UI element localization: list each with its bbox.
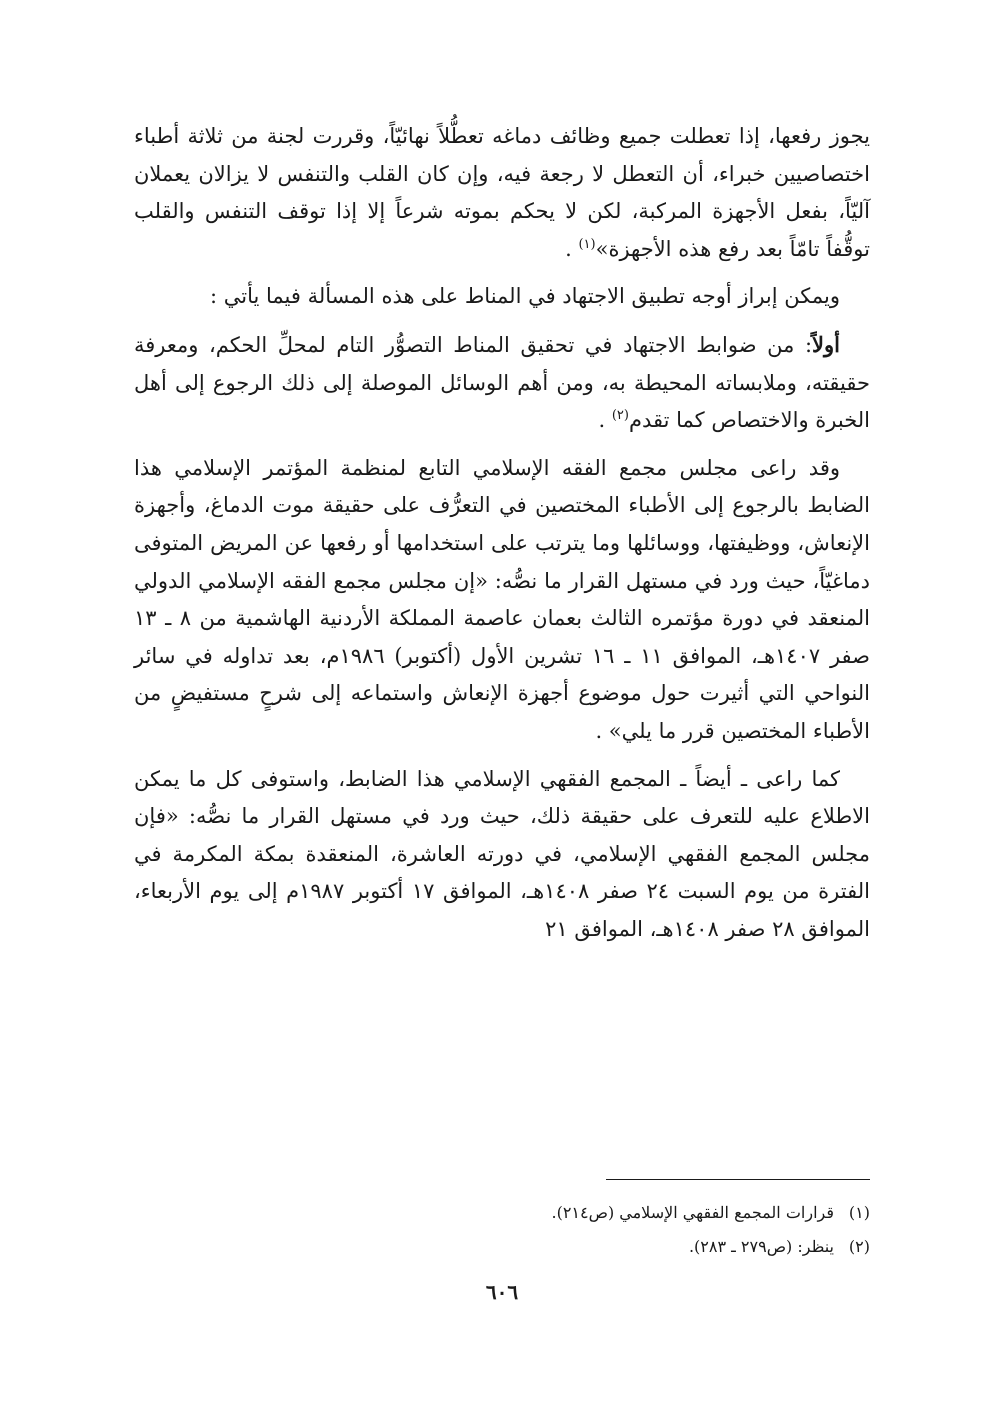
- footnote-text: ينظر: (ص٢٧٩ ـ ٢٨٣).: [688, 1237, 834, 1256]
- body-text: [134, 118, 870, 958]
- footnote-1: [400, 1196, 870, 1230]
- footnote-reference-2[interactable]: (٢): [611, 408, 629, 424]
- paragraph-4: [134, 450, 870, 751]
- footnote-number: (١): [848, 1203, 870, 1222]
- paragraph-5: [134, 761, 870, 949]
- footnote-text: قرارات المجمع الفقهي الإسلامي (ص٢١٤).: [551, 1203, 834, 1222]
- footnote-2: [400, 1230, 870, 1264]
- paragraph-lead-heading: أولاً: [812, 331, 840, 357]
- paragraph-text: ويمكن إبراز أوجه تطبيق الاجتهاد في المناط على هذه المسألة فيما يأتي :: [210, 284, 840, 309]
- paragraph-2: [134, 278, 870, 316]
- paragraph-tail: .: [565, 236, 579, 261]
- paragraph-text: يجوز رفعها، إذا تعطلت جميع وظائف دماغه تعطُّلاً نهائيّاً، وقررت لجنة من ثلاثة أطباء اختصاصيين خبراء، أن التعطل لا رجعة فيه، وإن كان القلب والتنفس لا يزالان يعملان آليّاً، بفعل الأجهزة المركبة، لكن لا يحكم بموته شرعاً إلا إذا توقف التنفس والقلب توقُّفاً تامّاً بعد رفع هذه الأجهزة»: [134, 124, 870, 261]
- footnote-divider: [606, 1179, 870, 1180]
- paragraph-3: [134, 326, 870, 440]
- paragraph-text: وقد راعى مجلس مجمع الفقه الإسلامي التابع لمنظمة المؤتمر الإسلامي هذا الضابط بالرجوع إلى الأطباء المختصين في التعرُّف على حقيقة موت الدماغ، وأجهزة الإنعاش، ووظيفتها، ووسائلها وما يترتب على استخدامها أو رفعها عن المريض المتوفى دماغيّاً، حيث ورد في مستهل القرار ما نصُّه: «إن مجلس مجمع الفقه الإسلامي الدولي المنعقد في دورة مؤتمره الثالث بعمان عاصمة المملكة الأردنية الهاشمية من ٨ ـ ١٣ صفر ١٤٠٧هـ، الموافق ١١ ـ ١٦ تشرين الأول (أكتوبر) ١٩٨٦م، بعد تداوله في سائر النواحي التي أثيرت حول موضوع أجهزة الإنعاش واستماعه إلى شرحٍ مستفيضٍ من الأطباء المختصين قرر ما يلي» .: [134, 455, 871, 743]
- paragraph-text: : من ضوابط الاجتهاد في تحقيق المناط التصوُّر التام لمحلِّ الحكم، ومعرفة حقيقته، وملابساته المحيطة به، ومن أهم الوسائل الموصلة إلى ذلك الرجوع إلى أهل الخبرة والاختصاص كما تقدم: [134, 332, 870, 433]
- footnote-reference-1[interactable]: (١): [578, 236, 596, 252]
- page-number: ٦٠٦: [485, 1280, 519, 1304]
- paragraph-1: [134, 118, 870, 268]
- footnotes: [400, 1196, 870, 1264]
- paragraph-text: كما راعى ـ أيضاً ـ المجمع الفقهي الإسلامي هذا الضابط، واستوفى كل ما يمكن الاطلاع عليه للتعرف على حقيقة ذلك، حيث ورد في مستهل القرار ما نصُّه: «فإن مجلس المجمع الفقهي الإسلامي، في دورته العاشرة، المنعقدة بمكة المكرمة في الفترة من يوم السبت ٢٤ صفر ١٤٠٨هـ، الموافق ١٧ أكتوبر ١٩٨٧م إلى يوم الأربعاء، الموافق ٢٨ صفر ١٤٠٨هـ، الموافق ٢١: [134, 766, 870, 941]
- paragraph-tail: .: [598, 408, 612, 433]
- footnote-number: (٢): [848, 1237, 870, 1256]
